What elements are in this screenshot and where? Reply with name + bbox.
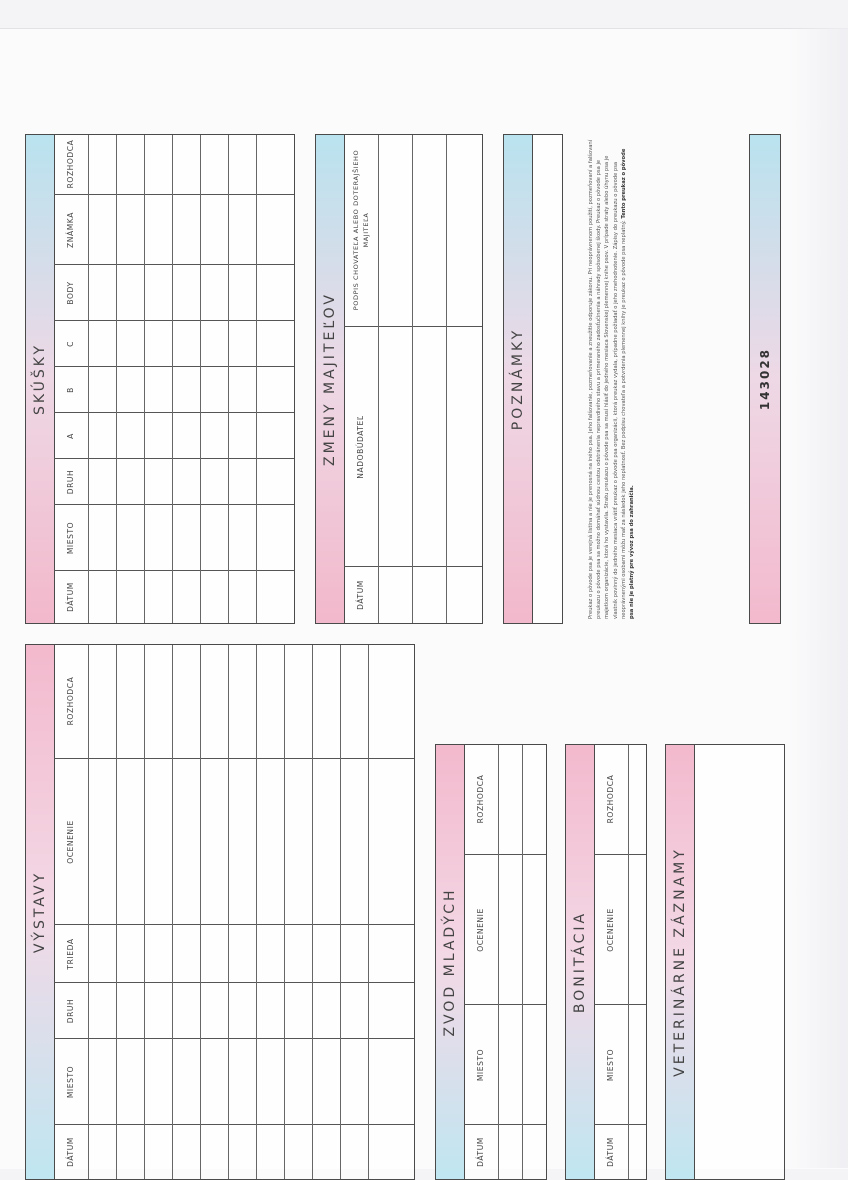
skusky-col-rozhodca: ROZHODCA	[66, 139, 75, 189]
skusky-col-miesto: MIESTO	[66, 521, 75, 555]
rotated-form	[25, 134, 785, 1180]
scan-shadow	[788, 28, 848, 1168]
bonitacia-col-datum: DÁTUM	[606, 1137, 615, 1167]
poznamky-section	[503, 134, 563, 624]
legal-paragraph: Preukaz o pôvode psa je verejná listina a nie je prenosná na iného psa. Jeho falšovanie, pozmeňovanie a zneužitie odporuje zákonu. Pri neoprávnenom použití, pozmeňovaní a falšovaní preukazu o pôvode psa sa možno domáhať súdnou cestou odstránenia nepravdivého stavu a primeraného zadosťučinenia a náhrady spôsobenej škody. Preukaz o pôvode psa je majetkom organizácie, ktorá ho vystavila. Stratu preukazu o pôvode psa sa musí hlásiť do jedného mesiaca Slovenskej plemennej knihe psov. V prípade straty alebo úhynu psa je vlastník povinný do jedného mesiaca vrátiť preukaz o pôvode psa organizácii, ktorá preukaz vydala, prípadne požiadať o jeho znehodnotenie. Zápisy do preukazu o pôvode psa neoprávnenými osobami môžu mať za následok jeho neplatnosť. Bez podpisu chovateľa a potvrdenia plemennej knihy je preukaz o pôvode psa neplatný.	[588, 139, 627, 619]
bonitacia-col-rozhodca: ROZHODCA	[606, 774, 615, 824]
bonitacia-title: BONITÁCIA	[566, 745, 595, 1179]
vystavy-section	[25, 644, 415, 1180]
zvod-section	[435, 744, 547, 1180]
zvod-col-rozhodca: ROZHODCA	[476, 774, 485, 824]
skusky-col-druh: DRUH	[66, 469, 75, 495]
legal-text	[587, 139, 636, 619]
bonitacia-section	[565, 744, 647, 1180]
bonitacia-col-miesto: MIESTO	[606, 1048, 615, 1082]
skusky-col-a: A	[66, 433, 75, 439]
skusky-section	[25, 134, 295, 624]
vystavy-col-rozhodca: ROZHODCA	[66, 676, 75, 726]
vystavy-col-datum: DÁTUM	[66, 1137, 75, 1167]
veterinarne-title: VETERINÁRNE ZÁZNAMY	[666, 745, 695, 1179]
zvod-col-ocenenie: OCENENIE	[476, 908, 485, 952]
veterinarne-section	[665, 744, 785, 1180]
zmeny-col-nadobudatel: NADOBÚDATEĽ	[356, 415, 365, 479]
skusky-col-b: B	[66, 387, 75, 393]
vystavy-title: VÝSTAVY	[26, 645, 55, 1179]
zvod-col-datum: DÁTUM	[476, 1137, 485, 1167]
skusky-col-znamka: ZNÁMKA	[66, 212, 75, 248]
legal-box	[581, 134, 731, 624]
document-number: 143028	[758, 347, 772, 411]
zmeny-section	[315, 134, 483, 624]
vystavy-col-druh: DRUH	[66, 998, 75, 1024]
vystavy-col-ocenenie: OCENENIE	[66, 820, 75, 864]
skusky-col-c: C	[66, 341, 75, 347]
skusky-title: SKÚŠKY	[26, 135, 55, 623]
skusky-col-datum: DÁTUM	[66, 582, 75, 612]
zmeny-col-podpis: PODPIS CHOVATEĽA ALEBO DOTERAJŠIEHO MAJITEĽA	[352, 149, 370, 311]
legal-bold-note: Tento preukaz o pôvode psa nie je platný pre vývoz psa do zahraničia.	[620, 148, 636, 619]
zmeny-col-datum: DÁTUM	[356, 580, 365, 610]
poznamky-title: POZNÁMKY	[504, 135, 533, 623]
zvod-title: ZVOD MLADÝCH	[436, 745, 465, 1179]
bonitacia-col-ocenenie: OCENENIE	[606, 908, 615, 952]
skusky-col-body: BODY	[66, 281, 75, 305]
zmeny-title: ZMENY MAJITEĽOV	[316, 135, 345, 623]
vystavy-col-trieda: TRIEDA	[66, 938, 75, 970]
zvod-col-miesto: MIESTO	[476, 1048, 485, 1082]
vystavy-col-miesto: MIESTO	[66, 1065, 75, 1099]
document-number-box	[749, 134, 781, 624]
